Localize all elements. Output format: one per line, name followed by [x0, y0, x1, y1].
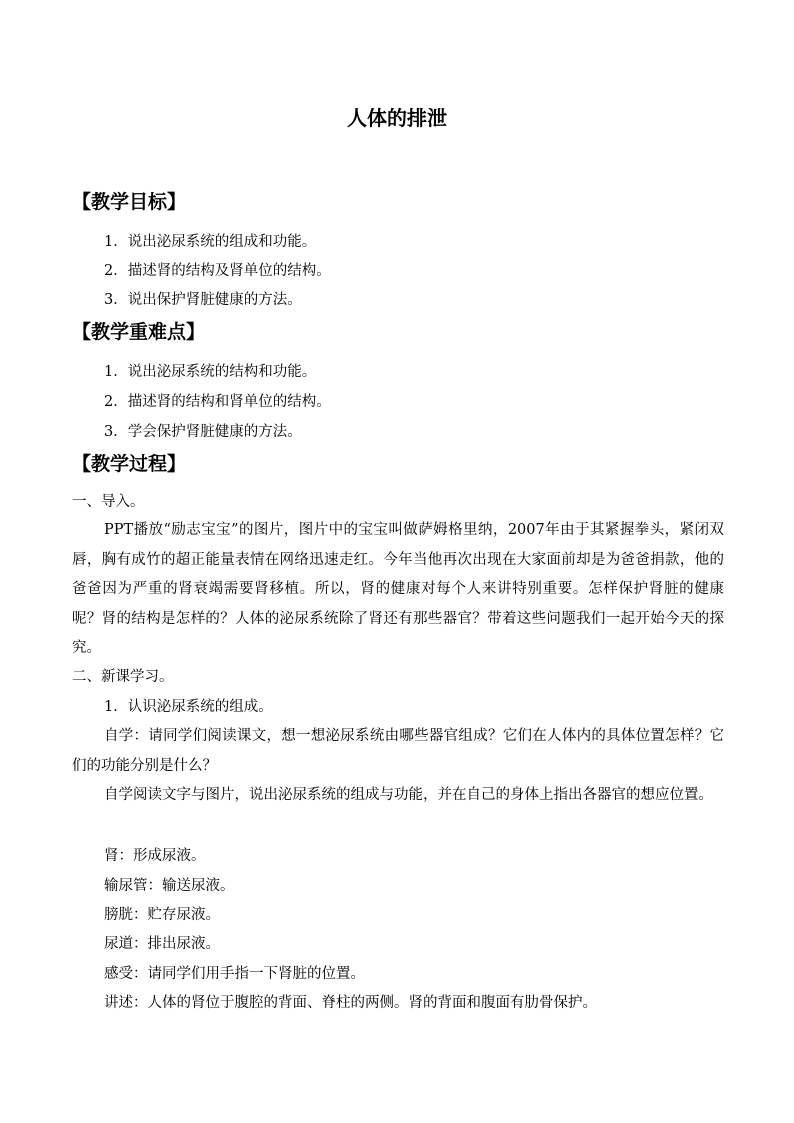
feel-line: 感受：请同学们用手指一下肾脏的位置。 [104, 966, 365, 982]
section2-subtitle: 1．认识泌尿系统的组成。 [104, 699, 273, 715]
objectives-heading: 【教学目标】 [72, 191, 187, 213]
key-points-heading: 【教学重难点】 [72, 321, 206, 343]
reading-paragraph: 自学阅读文字与图片，说出泌尿系统的组成与功能，并在自己的身体上指出各器官的想应位置。 [104, 787, 713, 803]
page-title: 人体的排泄 [347, 106, 447, 130]
organ-item-ureter: 输尿管：输送尿液。 [104, 878, 235, 894]
intro-paragraph: PPT播放“励志宝宝”的图片，图片中的宝宝叫做萨姆格里纳，2007年由于其紧握拳头，紧闭双唇，胸有成竹的超正能量表情在网络迅速走红。今年当他再次出现在大家面前却是为爸爸捐款，他的爸爸因为严重的肾衰竭需要肾移植。所以，肾的健康对每个人来讲特别重要。怎样保护肾脏的健康呢？肾的结构是怎样的？人体的泌尿系统除了肾还有那些器官？带着这些问题我们一起开始今天的探究。 [72, 522, 724, 656]
process-heading: 【教学过程】 [72, 453, 187, 475]
key-point-item: 1．说出泌尿系统的结构和功能。 [104, 364, 317, 380]
objective-item: 2．描述肾的结构及肾单位的结构。 [104, 263, 331, 279]
objective-item: 1．说出泌尿系统的组成和功能。 [104, 234, 317, 250]
organ-item-kidney: 肾：形成尿液。 [104, 848, 206, 864]
key-point-item: 3．学会保护肾脏健康的方法。 [104, 424, 302, 440]
section1-title: 一、导入。 [72, 494, 145, 510]
organ-item-urethra: 尿道：排出尿液。 [104, 936, 220, 952]
self-study-paragraph: 自学：请同学们阅读课文，想一想泌尿系统由哪些器官组成？它们在人体内的具体位置怎样？它们的功能分别是什么？ [72, 728, 724, 774]
key-point-item: 2．描述肾的结构和肾单位的结构。 [104, 394, 331, 410]
section2-title: 二、新课学习。 [72, 669, 174, 685]
explain-line: 讲述：人体的肾位于腹腔的背面、脊柱的两侧。肾的背面和腹面有肋骨保护。 [104, 995, 597, 1011]
objective-item: 3．说出保护肾脏健康的方法。 [104, 292, 302, 308]
organ-item-bladder: 膀胱：贮存尿液。 [104, 907, 220, 923]
